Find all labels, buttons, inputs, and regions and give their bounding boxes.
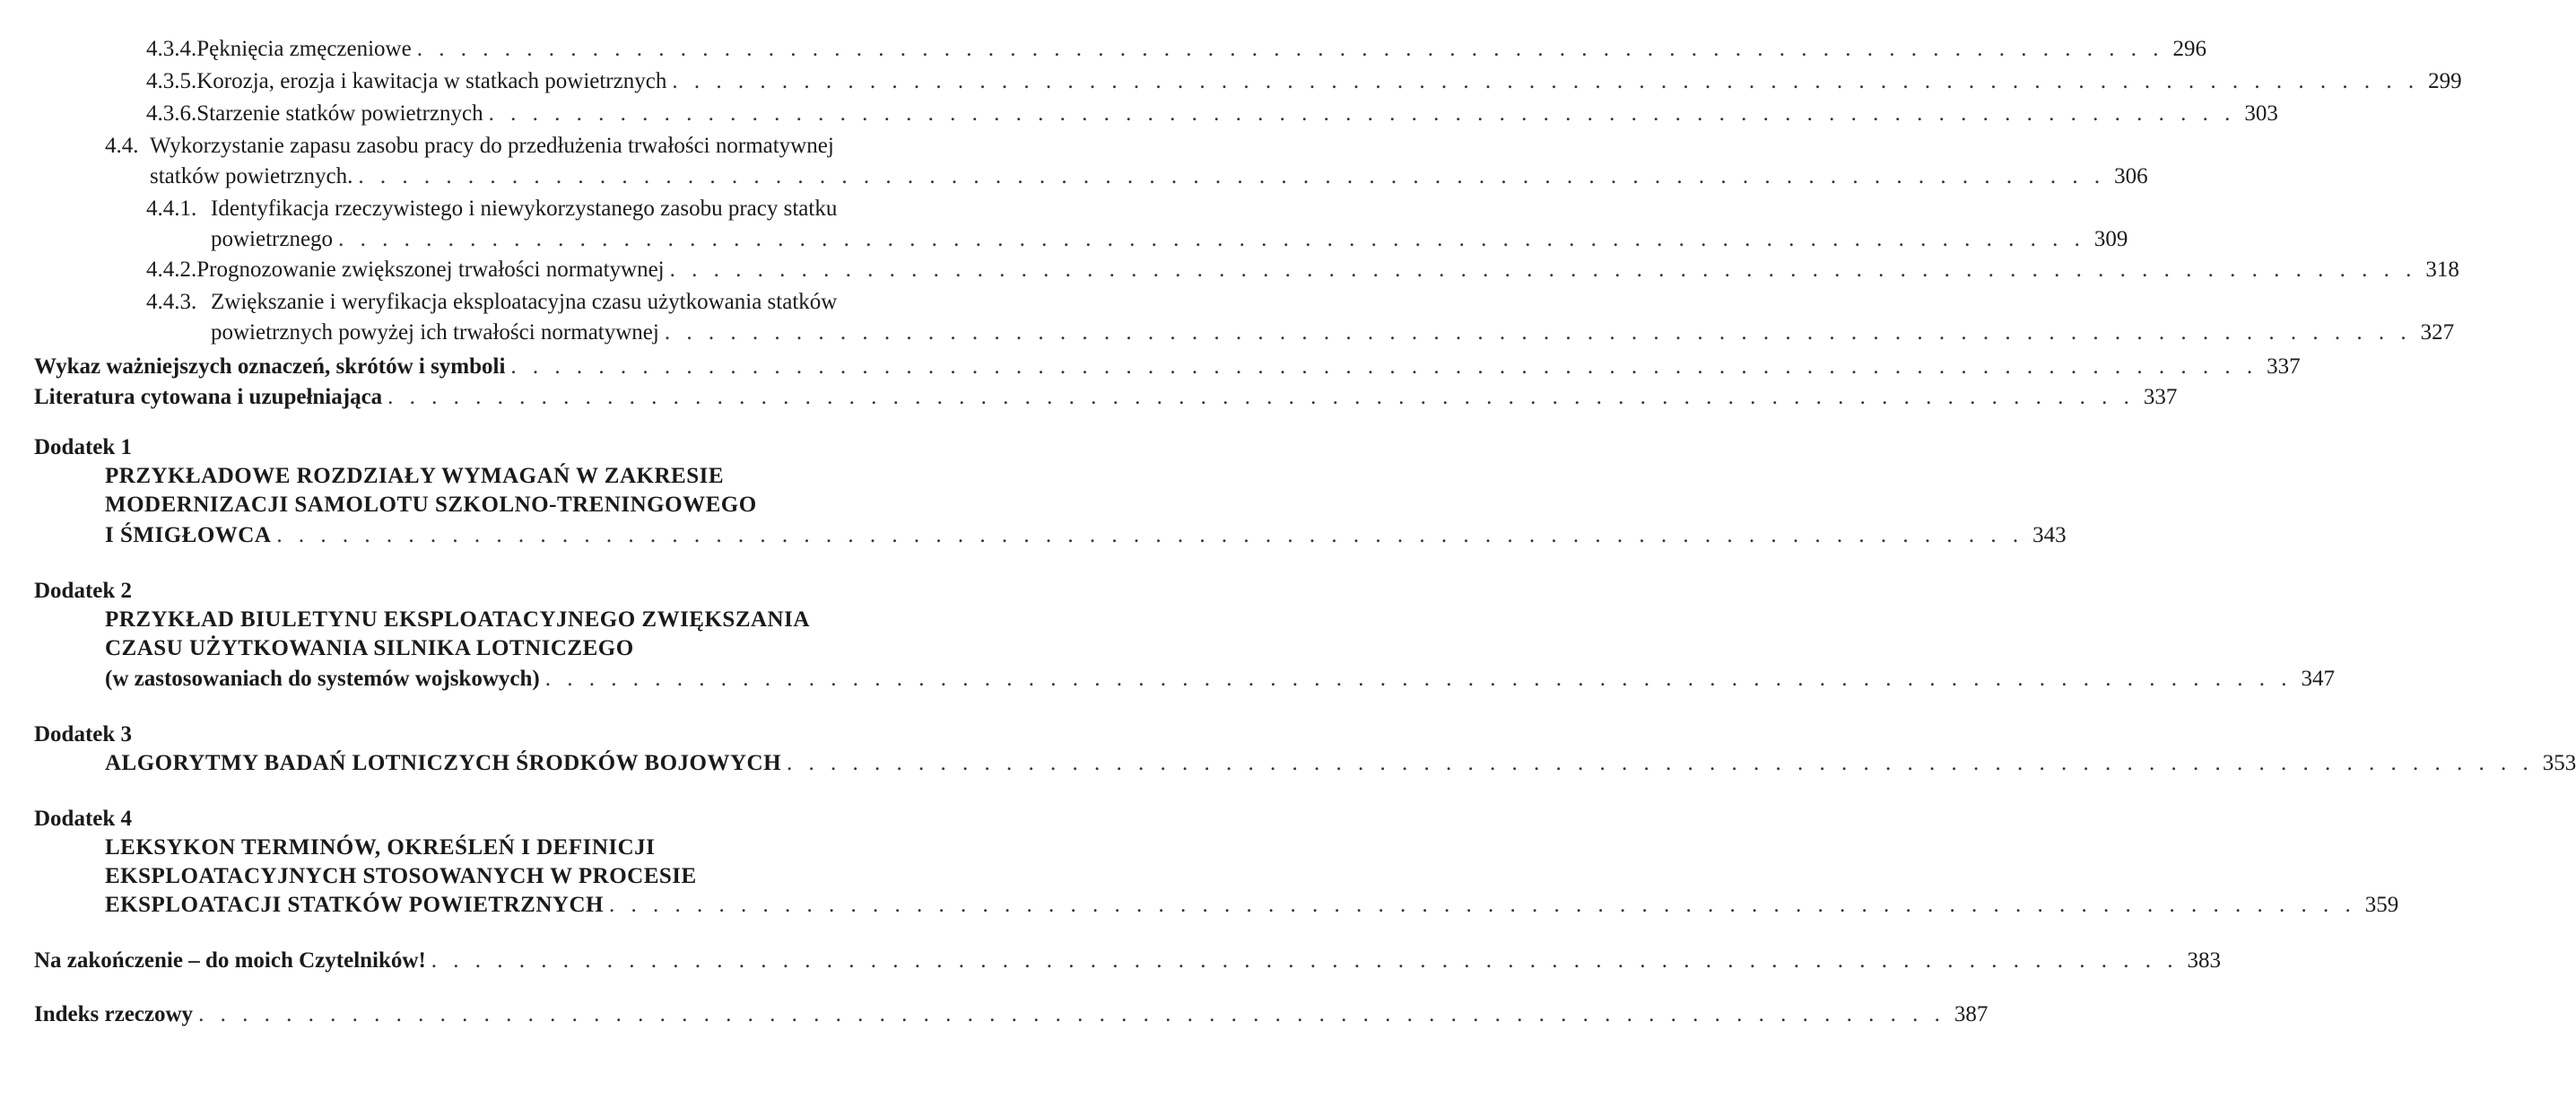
appendix-heading: Dodatek 3 — [34, 722, 133, 746]
appendix-subtitle: (w zastosowaniach do systemów wojskowych) — [105, 667, 540, 691]
toc-entry[interactable] — [211, 224, 2128, 255]
entry-title: Indeks rzeczowy — [34, 1002, 194, 1026]
appendix-title-line[interactable]: CZASU UŻYTKOWANIA SILNIKA LOTNICZEGO — [105, 636, 634, 660]
dot-leader: . . . . . . . . . . . . . . . . . . . . . . . . . . . . . . . . . . . . . . . . . . . . . . . . . . . . . . . . . . . . . . . . . . . . . . . . . . . . . . . . — [608, 893, 2356, 917]
appendix-title-line[interactable]: MODERNIZACJI SAMOLOTU SZKOLNO-TRENINGOWEGO — [105, 493, 757, 517]
entry-title-continued: statków powietrznych. — [150, 164, 353, 188]
toc-entry[interactable] — [211, 318, 2455, 348]
dot-leader: . . . . . . . . . . . . . . . . . . . . . . . . . . . . . . . . . . . . . . . . . . . . . . . . . . . . . . . . . . . . . . . . . . . . . . . . . . . . . . . . — [672, 69, 2420, 93]
section-number: 4.4.3. — [146, 290, 197, 314]
page-number: 387 — [1954, 1002, 1989, 1026]
section-number: 4.3.6. — [146, 101, 197, 126]
page-number: 353 — [2542, 751, 2576, 775]
page-number: 306 — [2114, 164, 2148, 188]
appendix-title-line[interactable]: LEKSYKON TERMINÓW, OKREŚLEŃ I DEFINICJI — [105, 835, 656, 860]
dot-leader: . . . . . . . . . . . . . . . . . . . . . . . . . . . . . . . . . . . . . . . . . . . . . . . . . . . . . . . . . . . . . . . . . . . . . . . . . . . . . . . . — [387, 385, 2135, 409]
dot-leader: . . . . . . . . . . . . . . . . . . . . . . . . . . . . . . . . . . . . . . . . . . . . . . . . . . . . . . . . . . . . . . . . . . . . . . . . . . . . . . . . — [198, 1002, 1945, 1026]
page-number: 318 — [2425, 258, 2459, 282]
entry-title-continued: powietrznych powyżej ich trwałości normatywnej — [211, 320, 659, 345]
page-number: 337 — [2143, 385, 2178, 409]
page-number: 327 — [2420, 320, 2455, 345]
dot-leader: . . . . . . . . . . . . . . . . . . . . . . . . . . . . . . . . . . . . . . . . . . . . . . . . . . . . . . . . . . . . . . . . . . . . . . . . . . . . . . . . — [488, 101, 2236, 126]
dot-leader: . . . . . . . . . . . . . . . . . . . . . . . . . . . . . . . . . . . . . . . . . . . . . . . . . . . . . . . . . . . . . . . . . . . . . . . . . . . . . . . . — [431, 948, 2179, 973]
entry-title: Zwiększanie i weryfikacja eksploatacyjna czasu użytkowania statków — [211, 290, 838, 314]
entry-title: Starzenie statków powietrznych — [196, 101, 483, 126]
toc-entry[interactable] — [34, 382, 2178, 413]
page-number: 343 — [2032, 523, 2067, 547]
entry-title-continued: powietrznego — [211, 227, 334, 251]
page-number: 296 — [2172, 37, 2206, 61]
appendix-title-line: I ŚMIGŁOWCA — [105, 523, 272, 547]
toc-entry[interactable] — [34, 352, 2301, 382]
section-number: 4.4.1. — [146, 196, 197, 221]
section-number: 4.4. — [105, 134, 139, 158]
entry-title: Pęknięcia zmęczeniowe — [196, 37, 412, 61]
toc-entry-line[interactable] — [146, 194, 837, 224]
toc-entry[interactable] — [34, 946, 2222, 976]
dot-leader: . . . . . . . . . . . . . . . . . . . . . . . . . . . . . . . . . . . . . . . . . . . . . . . . . . . . . . . . . . . . . . . . . . . . . . . . . . . . . . . . — [544, 667, 2293, 691]
section-number: 4.4.2. — [146, 258, 197, 282]
entry-title: Literatura cytowana i uzupełniająca — [34, 385, 383, 409]
toc-entry-line[interactable] — [146, 287, 837, 318]
dot-leader: . . . . . . . . . . . . . . . . . . . . . . . . . . . . . . . . . . . . . . . . . . . . . . . . . . . . . . . . . . . . . . . . . . . . . . . . . . . . . . . . — [338, 227, 2085, 251]
toc-entry[interactable] — [105, 890, 2399, 921]
entry-title: Identyfikacja rzeczywistego i niewykorzystanego zasobu pracy statku — [211, 196, 838, 221]
appendix-heading: Dodatek 2 — [34, 579, 133, 603]
dot-leader: . . . . . . . . . . . . . . . . . . . . . . . . . . . . . . . . . . . . . . . . . . . . . . . . . . . . . . . . . . . . . . . . . . . . . . . . . . . . . . . . — [664, 320, 2412, 345]
appendix-title-line[interactable]: EKSPLOATACYJNYCH STOSOWANYCH W PROCESIE — [105, 864, 697, 888]
dot-leader: . . . . . . . . . . . . . . . . . . . . . . . . . . . . . . . . . . . . . . . . . . . . . . . . . . . . . . . . . . . . . . . . . . . . . . . . . . . . . . . . — [358, 164, 2106, 188]
page-number: 347 — [2301, 667, 2335, 691]
dot-leader: . . . . . . . . . . . . . . . . . . . . . . . . . . . . . . . . . . . . . . . . . . . . . . . . . . . . . . . . . . . . . . . . . . . . . . . . . . . . . . . . — [669, 258, 2417, 282]
page-number: 359 — [2364, 893, 2399, 917]
toc-entry[interactable] — [34, 1000, 1989, 1030]
toc-entry-line[interactable] — [105, 131, 834, 162]
dot-leader: . . . . . . . . . . . . . . . . . . . . . . . . . . . . . . . . . . . . . . . . . . . . . . . . . . . . . . . . . . . . . . . . . . . . . . . . . . . . . . . . — [510, 354, 2258, 379]
appendix-title-line[interactable]: PRZYKŁADOWE ROZDZIAŁY WYMAGAŃ W ZAKRESIE — [105, 464, 725, 488]
toc-entry[interactable] — [150, 162, 2148, 192]
section-number: 4.3.4. — [146, 37, 197, 61]
page-number: 303 — [2244, 101, 2278, 126]
appendix-heading: Dodatek 1 — [34, 435, 133, 459]
toc-entry[interactable] — [146, 99, 2278, 129]
entry-title: Wykorzystanie zapasu zasobu pracy do przedłużenia trwałości normatywnej — [150, 134, 834, 158]
toc-entry[interactable] — [105, 748, 2576, 779]
dot-leader: . . . . . . . . . . . . . . . . . . . . . . . . . . . . . . . . . . . . . . . . . . . . . . . . . . . . . . . . . . . . . . . . . . . . . . . . . . . . . . . . — [276, 523, 2024, 547]
toc-entry[interactable] — [146, 255, 2459, 285]
appendix-title-line: ALGORYTMY BADAŃ LOTNICZYCH ŚRODKÓW BOJOWYCH — [105, 751, 782, 775]
page-number: 337 — [2267, 354, 2301, 379]
appendix-title-line[interactable]: PRZYKŁAD BIULETYNU EKSPLOATACYJNEGO ZWIĘKSZANIA — [105, 607, 810, 632]
entry-title: Wykaz ważniejszych oznaczeń, skrótów i symboli — [34, 354, 506, 379]
appendix-title-line: EKSPLOATACJI STATKÓW POWIETRZNYCH — [105, 893, 604, 917]
entry-title: Na zakończenie – do moich Czytelników! — [34, 948, 426, 973]
dot-leader: . . . . . . . . . . . . . . . . . . . . . . . . . . . . . . . . . . . . . . . . . . . . . . . . . . . . . . . . . . . . . . . . . . . . . . . . . . . . . . . . — [416, 37, 2164, 61]
entry-title: Prognozowanie zwiększonej trwałości normatywnej — [196, 258, 665, 282]
toc-entry[interactable] — [105, 664, 2335, 694]
dot-leader: . . . . . . . . . . . . . . . . . . . . . . . . . . . . . . . . . . . . . . . . . . . . . . . . . . . . . . . . . . . . . . . . . . . . . . . . . . . . . . . . — [787, 751, 2534, 775]
page-number: 299 — [2428, 69, 2462, 93]
section-number: 4.3.5. — [146, 69, 197, 93]
entry-title: Korozja, erozja i kawitacja w statkach powietrznych — [196, 69, 667, 93]
appendix-heading: Dodatek 4 — [34, 807, 133, 831]
toc-entry[interactable] — [105, 520, 2067, 551]
toc-entry[interactable] — [146, 66, 2462, 97]
page-number: 383 — [2187, 948, 2222, 973]
page-number: 309 — [2093, 227, 2128, 251]
toc-entry[interactable] — [146, 34, 2206, 65]
